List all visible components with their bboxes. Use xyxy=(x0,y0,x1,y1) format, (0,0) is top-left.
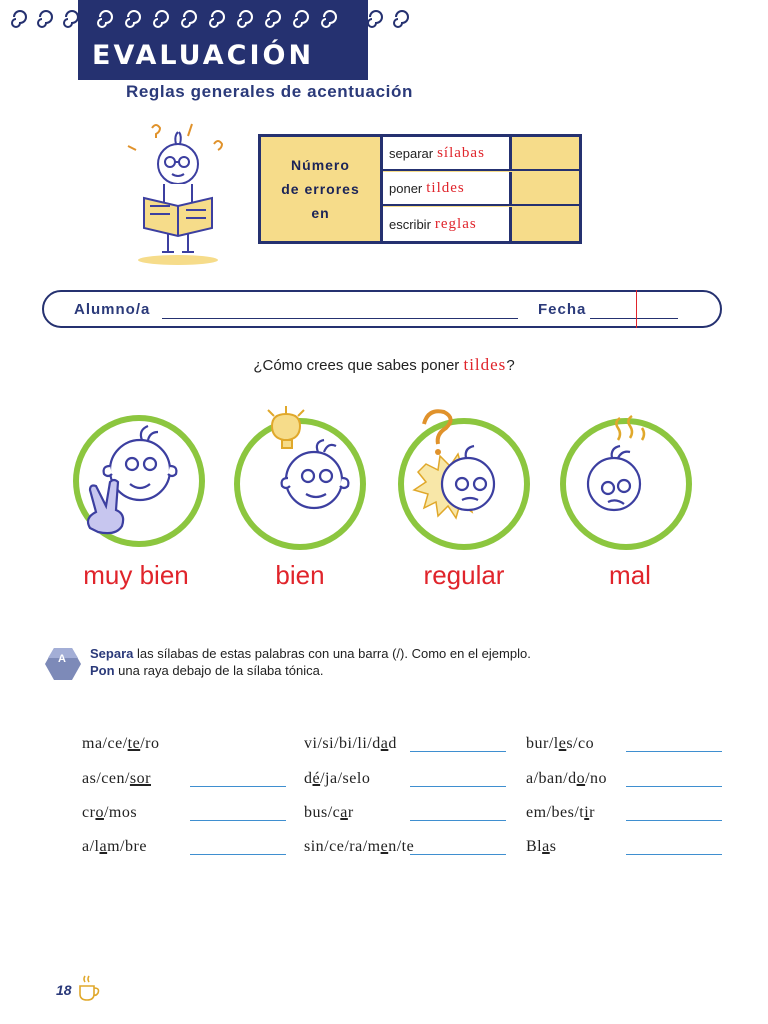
word-item: bus/car xyxy=(304,804,354,821)
errors-row-word: tildes xyxy=(426,179,465,196)
answer-blank[interactable] xyxy=(626,854,722,855)
word-item: bur/les/co xyxy=(526,735,595,752)
instruction-text: las sílabas de estas palabras con una barra (/). Como en el ejemplo. xyxy=(133,646,531,661)
date-divider xyxy=(636,290,637,328)
face-bad-icon[interactable] xyxy=(556,404,696,552)
errors-table xyxy=(258,134,582,244)
instruction-keyword: Separa xyxy=(90,646,134,661)
errors-row-accents xyxy=(383,172,509,206)
word-item: sin/ce/ra/men/te xyxy=(304,838,415,855)
word-item: Blas xyxy=(526,838,557,855)
face-regular-icon[interactable] xyxy=(396,404,536,552)
title-spirals xyxy=(78,2,368,36)
face-good-icon[interactable] xyxy=(232,404,372,552)
reading-boy-illustration xyxy=(118,118,228,268)
date-field[interactable] xyxy=(590,318,678,319)
errors-table-label: Número de errores en xyxy=(261,137,383,241)
answer-blank[interactable] xyxy=(626,751,722,752)
coffee-cup-icon xyxy=(76,972,102,1002)
answer-blank[interactable] xyxy=(410,854,506,855)
question-text: ¿Cómo crees que sabes poner xyxy=(253,357,464,374)
label-very-good: muy bien xyxy=(83,560,189,590)
errors-count-box[interactable] xyxy=(509,172,579,206)
student-name-label: Alumno/a xyxy=(74,301,151,318)
errors-count-box[interactable] xyxy=(509,137,579,171)
date-label: Fecha xyxy=(538,301,587,318)
page-subtitle: Reglas generales de acentuación xyxy=(126,82,413,101)
answer-blank[interactable] xyxy=(190,820,286,821)
errors-count-box[interactable] xyxy=(509,207,579,241)
word-item: a/ban/do/no xyxy=(526,770,608,787)
word-item: vi/si/bi/li/dad xyxy=(304,735,397,752)
question-mark: ? xyxy=(506,357,515,374)
answer-blank[interactable] xyxy=(190,786,286,787)
page-number: 18 xyxy=(56,982,72,998)
errors-row-rules xyxy=(383,207,509,241)
errors-row-word: sílabas xyxy=(437,144,485,161)
label-good: bien xyxy=(275,560,325,590)
self-assessment-question xyxy=(0,355,768,375)
answer-blank[interactable] xyxy=(410,820,506,821)
activity-instruction-2 xyxy=(90,663,323,678)
page-title: EVALUACIÓN xyxy=(92,40,315,71)
answer-blank[interactable] xyxy=(190,854,286,855)
answer-blank[interactable] xyxy=(626,820,722,821)
label-bad: mal xyxy=(609,560,651,590)
activity-instruction-1 xyxy=(90,646,531,661)
activity-badge-letter: A xyxy=(58,653,66,665)
answer-blank[interactable] xyxy=(410,751,506,752)
errors-row-verb: separar xyxy=(389,145,434,161)
label-regular: regular xyxy=(423,560,505,590)
activity-badge-icon xyxy=(44,646,82,682)
word-item: dé/ja/selo xyxy=(304,770,371,787)
answer-blank[interactable] xyxy=(626,786,722,787)
instruction-text: una raya debajo de la sílaba tónica. xyxy=(114,663,324,678)
answer-blank[interactable] xyxy=(410,786,506,787)
word-item: as/cen/sor xyxy=(82,770,151,787)
example-word: ma/ce/te/ro xyxy=(82,735,160,752)
face-very-good-icon[interactable] xyxy=(68,410,210,552)
instruction-keyword: Pon xyxy=(90,663,115,678)
student-name-field[interactable] xyxy=(162,318,518,319)
errors-row-verb: poner xyxy=(389,180,423,196)
question-keyword: tildes xyxy=(463,355,507,374)
student-info-bar xyxy=(42,290,722,328)
word-item: cro/mos xyxy=(82,804,138,821)
errors-row-verb: escribir xyxy=(389,216,431,232)
word-item: a/lam/bre xyxy=(82,838,147,855)
errors-row-syllables xyxy=(383,137,509,171)
word-item: em/bes/tir xyxy=(526,804,595,821)
errors-row-word: reglas xyxy=(434,215,477,232)
